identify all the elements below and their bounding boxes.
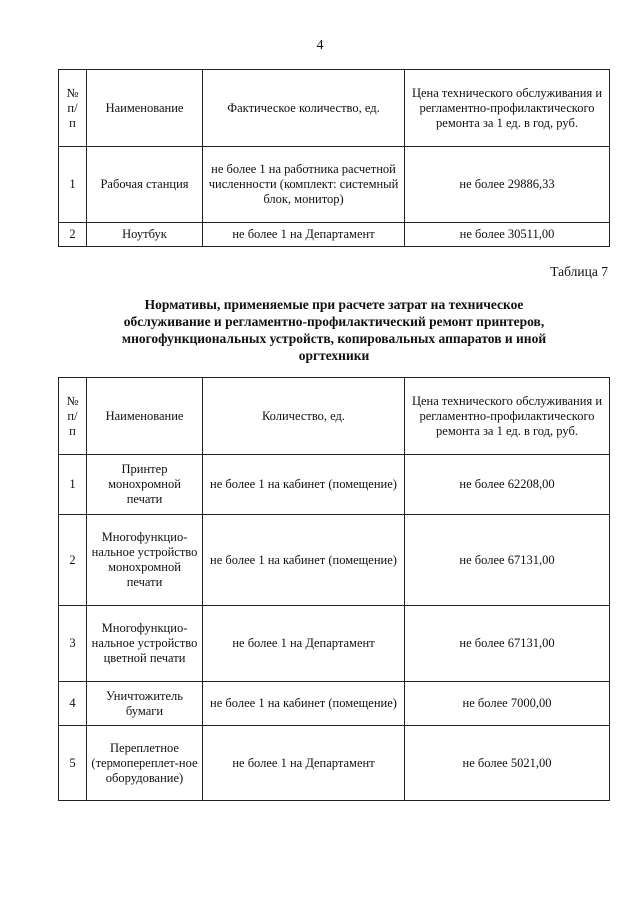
row-num: 3 [59,606,87,682]
table-row [59,726,610,801]
table-2 [58,377,610,801]
row-num: 5 [59,726,87,801]
row-num: 1 [59,455,87,515]
row-price: не более 7000,00 [405,682,610,726]
table1-header-qty: Фактическое количество, ед. [203,70,405,147]
table2-header-price: Цена технического обслуживания и регламентно-профилактического ремонта за 1 ед. в год, руб. [405,378,610,455]
row-name: Многофункцио-нальное устройство монохромной печати [87,515,203,606]
row-qty: не более 1 на Департамент [203,223,405,247]
table2-header-qty: Количество, ед. [203,378,405,455]
table1-header-name: Наименование [87,70,203,147]
row-qty: не более 1 на кабинет (помещение) [203,455,405,515]
row-name: Многофункцио-нальное устройство цветной печати [87,606,203,682]
table-row [59,682,610,726]
row-qty: не более 1 на кабинет (помещение) [203,515,405,606]
row-num: 2 [59,515,87,606]
row-price: не более 62208,00 [405,455,610,515]
section-title: Нормативы, применяемые при расчете затрат на техническое обслуживание и регламентно-профилактический ремонт принтеров, многофункциональных устройств, копировальных аппаратов и иной оргтехники [121,297,547,363]
row-qty: не более 1 на кабинет (помещение) [203,682,405,726]
row-price: не более 67131,00 [405,515,610,606]
row-name: Рабочая станция [87,147,203,223]
row-num: 1 [59,147,87,223]
table2-header-name: Наименование [87,378,203,455]
row-price: не более 5021,00 [405,726,610,801]
row-num: 2 [59,223,87,247]
table2-header-num: № п/ п [59,378,87,455]
table1-header-num: № п/ п [59,70,87,147]
row-price: не более 29886,33 [405,147,610,223]
table-caption: Таблица 7 [550,264,608,279]
table-row [59,515,610,606]
table-row [59,606,610,682]
row-name: Переплетное (термопереплет-ное оборудование) [87,726,203,801]
row-qty: не более 1 на работника расчетной численности (комплект: системный блок, монитор) [203,147,405,223]
row-num: 4 [59,682,87,726]
table-row [59,455,610,515]
table1-header-price: Цена технического обслуживания и регламентно-профилактического ремонта за 1 ед. в год, руб. [405,70,610,147]
row-name: Ноутбук [87,223,203,247]
row-price: не более 30511,00 [405,223,610,247]
table-row [59,223,610,247]
row-qty: не более 1 на Департамент [203,726,405,801]
row-price: не более 67131,00 [405,606,610,682]
row-qty: не более 1 на Департамент [203,606,405,682]
table-1 [58,69,610,247]
page-number: 4 [316,38,324,53]
row-name: Принтер монохромной печати [87,455,203,515]
table-row [59,147,610,223]
row-name: Уничтожитель бумаги [87,682,203,726]
